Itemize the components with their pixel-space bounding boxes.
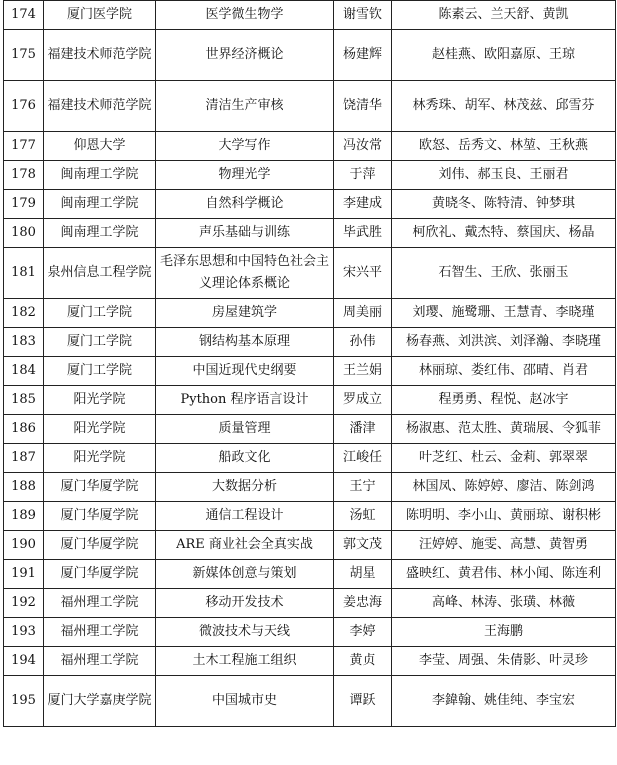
- course-name: 移动开发技术: [156, 589, 334, 618]
- table-row: [4, 618, 616, 647]
- school-name: 厦门工学院: [44, 299, 156, 328]
- course-name: 通信工程设计: [156, 502, 334, 531]
- course-name: 医学微生物学: [156, 1, 334, 30]
- row-number: 182: [4, 299, 44, 328]
- table-row: [4, 81, 616, 132]
- team-leader: 罗成立: [334, 386, 392, 415]
- team-members: 李鍏翰、姚佳纯、李宝宏: [392, 676, 616, 727]
- team-leader: 孙伟: [334, 328, 392, 357]
- row-number: 180: [4, 219, 44, 248]
- team-leader: 周美丽: [334, 299, 392, 328]
- table-row: [4, 415, 616, 444]
- team-members: 杨淑惠、范太胜、黄瑞展、令狐菲: [392, 415, 616, 444]
- table-row: [4, 161, 616, 190]
- course-name: 大学写作: [156, 132, 334, 161]
- row-number: 188: [4, 473, 44, 502]
- course-name: 微波技术与天线: [156, 618, 334, 647]
- school-name: 阳光学院: [44, 444, 156, 473]
- school-name: 厦门华厦学院: [44, 502, 156, 531]
- team-leader: 谭跃: [334, 676, 392, 727]
- table-row: [4, 219, 616, 248]
- course-name: 房屋建筑学: [156, 299, 334, 328]
- table-row: [4, 473, 616, 502]
- team-members: 林国凤、陈婷婷、廖洁、陈剑鸿: [392, 473, 616, 502]
- team-leader: 杨建辉: [334, 30, 392, 81]
- team-members: 石智生、王欣、张丽玉: [392, 248, 616, 299]
- team-members: 李莹、周强、朱倩影、叶灵珍: [392, 647, 616, 676]
- school-name: 厦门医学院: [44, 1, 156, 30]
- team-leader: 黄贞: [334, 647, 392, 676]
- row-number: 177: [4, 132, 44, 161]
- course-name: 土木工程施工组织: [156, 647, 334, 676]
- row-number: 189: [4, 502, 44, 531]
- row-number: 181: [4, 248, 44, 299]
- team-leader: 姜忠海: [334, 589, 392, 618]
- school-name: 福州理工学院: [44, 618, 156, 647]
- course-name: 钢结构基本原理: [156, 328, 334, 357]
- row-number: 183: [4, 328, 44, 357]
- team-members: 陈素云、兰天舒、黄凯: [392, 1, 616, 30]
- school-name: 阳光学院: [44, 386, 156, 415]
- course-name: 物理光学: [156, 161, 334, 190]
- team-leader: 郭文茂: [334, 531, 392, 560]
- school-name: 厦门华厦学院: [44, 560, 156, 589]
- table-row: [4, 386, 616, 415]
- row-number: 191: [4, 560, 44, 589]
- course-name: 船政文化: [156, 444, 334, 473]
- course-name: 新媒体创意与策划: [156, 560, 334, 589]
- team-members: 叶芝红、杜云、金莉、郭翠翠: [392, 444, 616, 473]
- table-row: [4, 502, 616, 531]
- table-row: [4, 357, 616, 386]
- table-body: [4, 1, 616, 727]
- row-number: 192: [4, 589, 44, 618]
- course-name: 中国近现代史纲要: [156, 357, 334, 386]
- team-leader: 王宁: [334, 473, 392, 502]
- school-name: 闽南理工学院: [44, 190, 156, 219]
- row-number: 179: [4, 190, 44, 219]
- team-members: 王海鹏: [392, 618, 616, 647]
- school-name: 厦门华厦学院: [44, 531, 156, 560]
- table-row: [4, 190, 616, 219]
- row-number: 175: [4, 30, 44, 81]
- school-name: 仰恩大学: [44, 132, 156, 161]
- team-leader: 潘津: [334, 415, 392, 444]
- table-row: [4, 531, 616, 560]
- team-leader: 汤虹: [334, 502, 392, 531]
- table-row: [4, 299, 616, 328]
- team-leader: 江峻任: [334, 444, 392, 473]
- team-leader: 李婷: [334, 618, 392, 647]
- school-name: 福州理工学院: [44, 647, 156, 676]
- course-name: 清洁生产审核: [156, 81, 334, 132]
- team-members: 欧怒、岳秀文、林堃、王秋燕: [392, 132, 616, 161]
- team-leader: 毕武胜: [334, 219, 392, 248]
- team-leader: 饶清华: [334, 81, 392, 132]
- team-members: 盛映红、黄君伟、林小闻、陈连利: [392, 560, 616, 589]
- row-number: 190: [4, 531, 44, 560]
- school-name: 厦门工学院: [44, 328, 156, 357]
- course-name: 声乐基础与训练: [156, 219, 334, 248]
- team-leader: 谢雪钦: [334, 1, 392, 30]
- table-row: [4, 589, 616, 618]
- school-name: 闽南理工学院: [44, 161, 156, 190]
- team-members: 杨春燕、刘洪滨、刘泽瀚、李晓瑾: [392, 328, 616, 357]
- team-members: 柯欣礼、戴杰特、蔡国庆、杨晶: [392, 219, 616, 248]
- school-name: 福建技术师范学院: [44, 30, 156, 81]
- team-leader: 冯汝常: [334, 132, 392, 161]
- table-row: [4, 328, 616, 357]
- row-number: 176: [4, 81, 44, 132]
- table-row: [4, 560, 616, 589]
- course-name: 大数据分析: [156, 473, 334, 502]
- team-leader: 李建成: [334, 190, 392, 219]
- row-number: 184: [4, 357, 44, 386]
- course-name: 世界经济概论: [156, 30, 334, 81]
- school-name: 泉州信息工程学院: [44, 248, 156, 299]
- school-name: 厦门华厦学院: [44, 473, 156, 502]
- team-members: 林秀珠、胡军、林茂兹、邱雪芬: [392, 81, 616, 132]
- table-row: [4, 444, 616, 473]
- table-row: [4, 647, 616, 676]
- team-members: 陈明明、李小山、黄丽琼、谢积彬: [392, 502, 616, 531]
- row-number: 187: [4, 444, 44, 473]
- team-leader: 于萍: [334, 161, 392, 190]
- team-members: 程勇勇、程悦、赵冰宇: [392, 386, 616, 415]
- course-name: Python 程序语言设计: [156, 386, 334, 415]
- row-number: 195: [4, 676, 44, 727]
- row-number: 194: [4, 647, 44, 676]
- course-name: 自然科学概论: [156, 190, 334, 219]
- course-team-table: [3, 0, 616, 727]
- team-leader: 胡星: [334, 560, 392, 589]
- team-members: 赵桂燕、欧阳嘉原、王琼: [392, 30, 616, 81]
- table-row: [4, 1, 616, 30]
- row-number: 186: [4, 415, 44, 444]
- row-number: 174: [4, 1, 44, 30]
- row-number: 193: [4, 618, 44, 647]
- school-name: 阳光学院: [44, 415, 156, 444]
- school-name: 厦门大学嘉庚学院: [44, 676, 156, 727]
- course-name: ARE 商业社会全真实战: [156, 531, 334, 560]
- team-members: 刘璎、施鹭珊、王慧青、李晓瑾: [392, 299, 616, 328]
- table-row: [4, 676, 616, 727]
- team-members: 林丽琼、娄红伟、邵晴、肖君: [392, 357, 616, 386]
- table-row: [4, 30, 616, 81]
- school-name: 福州理工学院: [44, 589, 156, 618]
- team-members: 汪婷婷、施雯、高慧、黄智勇: [392, 531, 616, 560]
- row-number: 185: [4, 386, 44, 415]
- row-number: 178: [4, 161, 44, 190]
- course-name: 毛泽东思想和中国特色社会主义理论体系概论: [156, 248, 334, 299]
- course-name: 中国城市史: [156, 676, 334, 727]
- team-leader: 宋兴平: [334, 248, 392, 299]
- course-name: 质量管理: [156, 415, 334, 444]
- team-members: 刘伟、郝玉良、王丽君: [392, 161, 616, 190]
- school-name: 闽南理工学院: [44, 219, 156, 248]
- team-leader: 王兰娟: [334, 357, 392, 386]
- school-name: 福建技术师范学院: [44, 81, 156, 132]
- team-members: 高峰、林涛、张璜、林薇: [392, 589, 616, 618]
- team-members: 黄晓冬、陈特清、钟梦琪: [392, 190, 616, 219]
- table-row: [4, 248, 616, 299]
- table-row: [4, 132, 616, 161]
- school-name: 厦门工学院: [44, 357, 156, 386]
